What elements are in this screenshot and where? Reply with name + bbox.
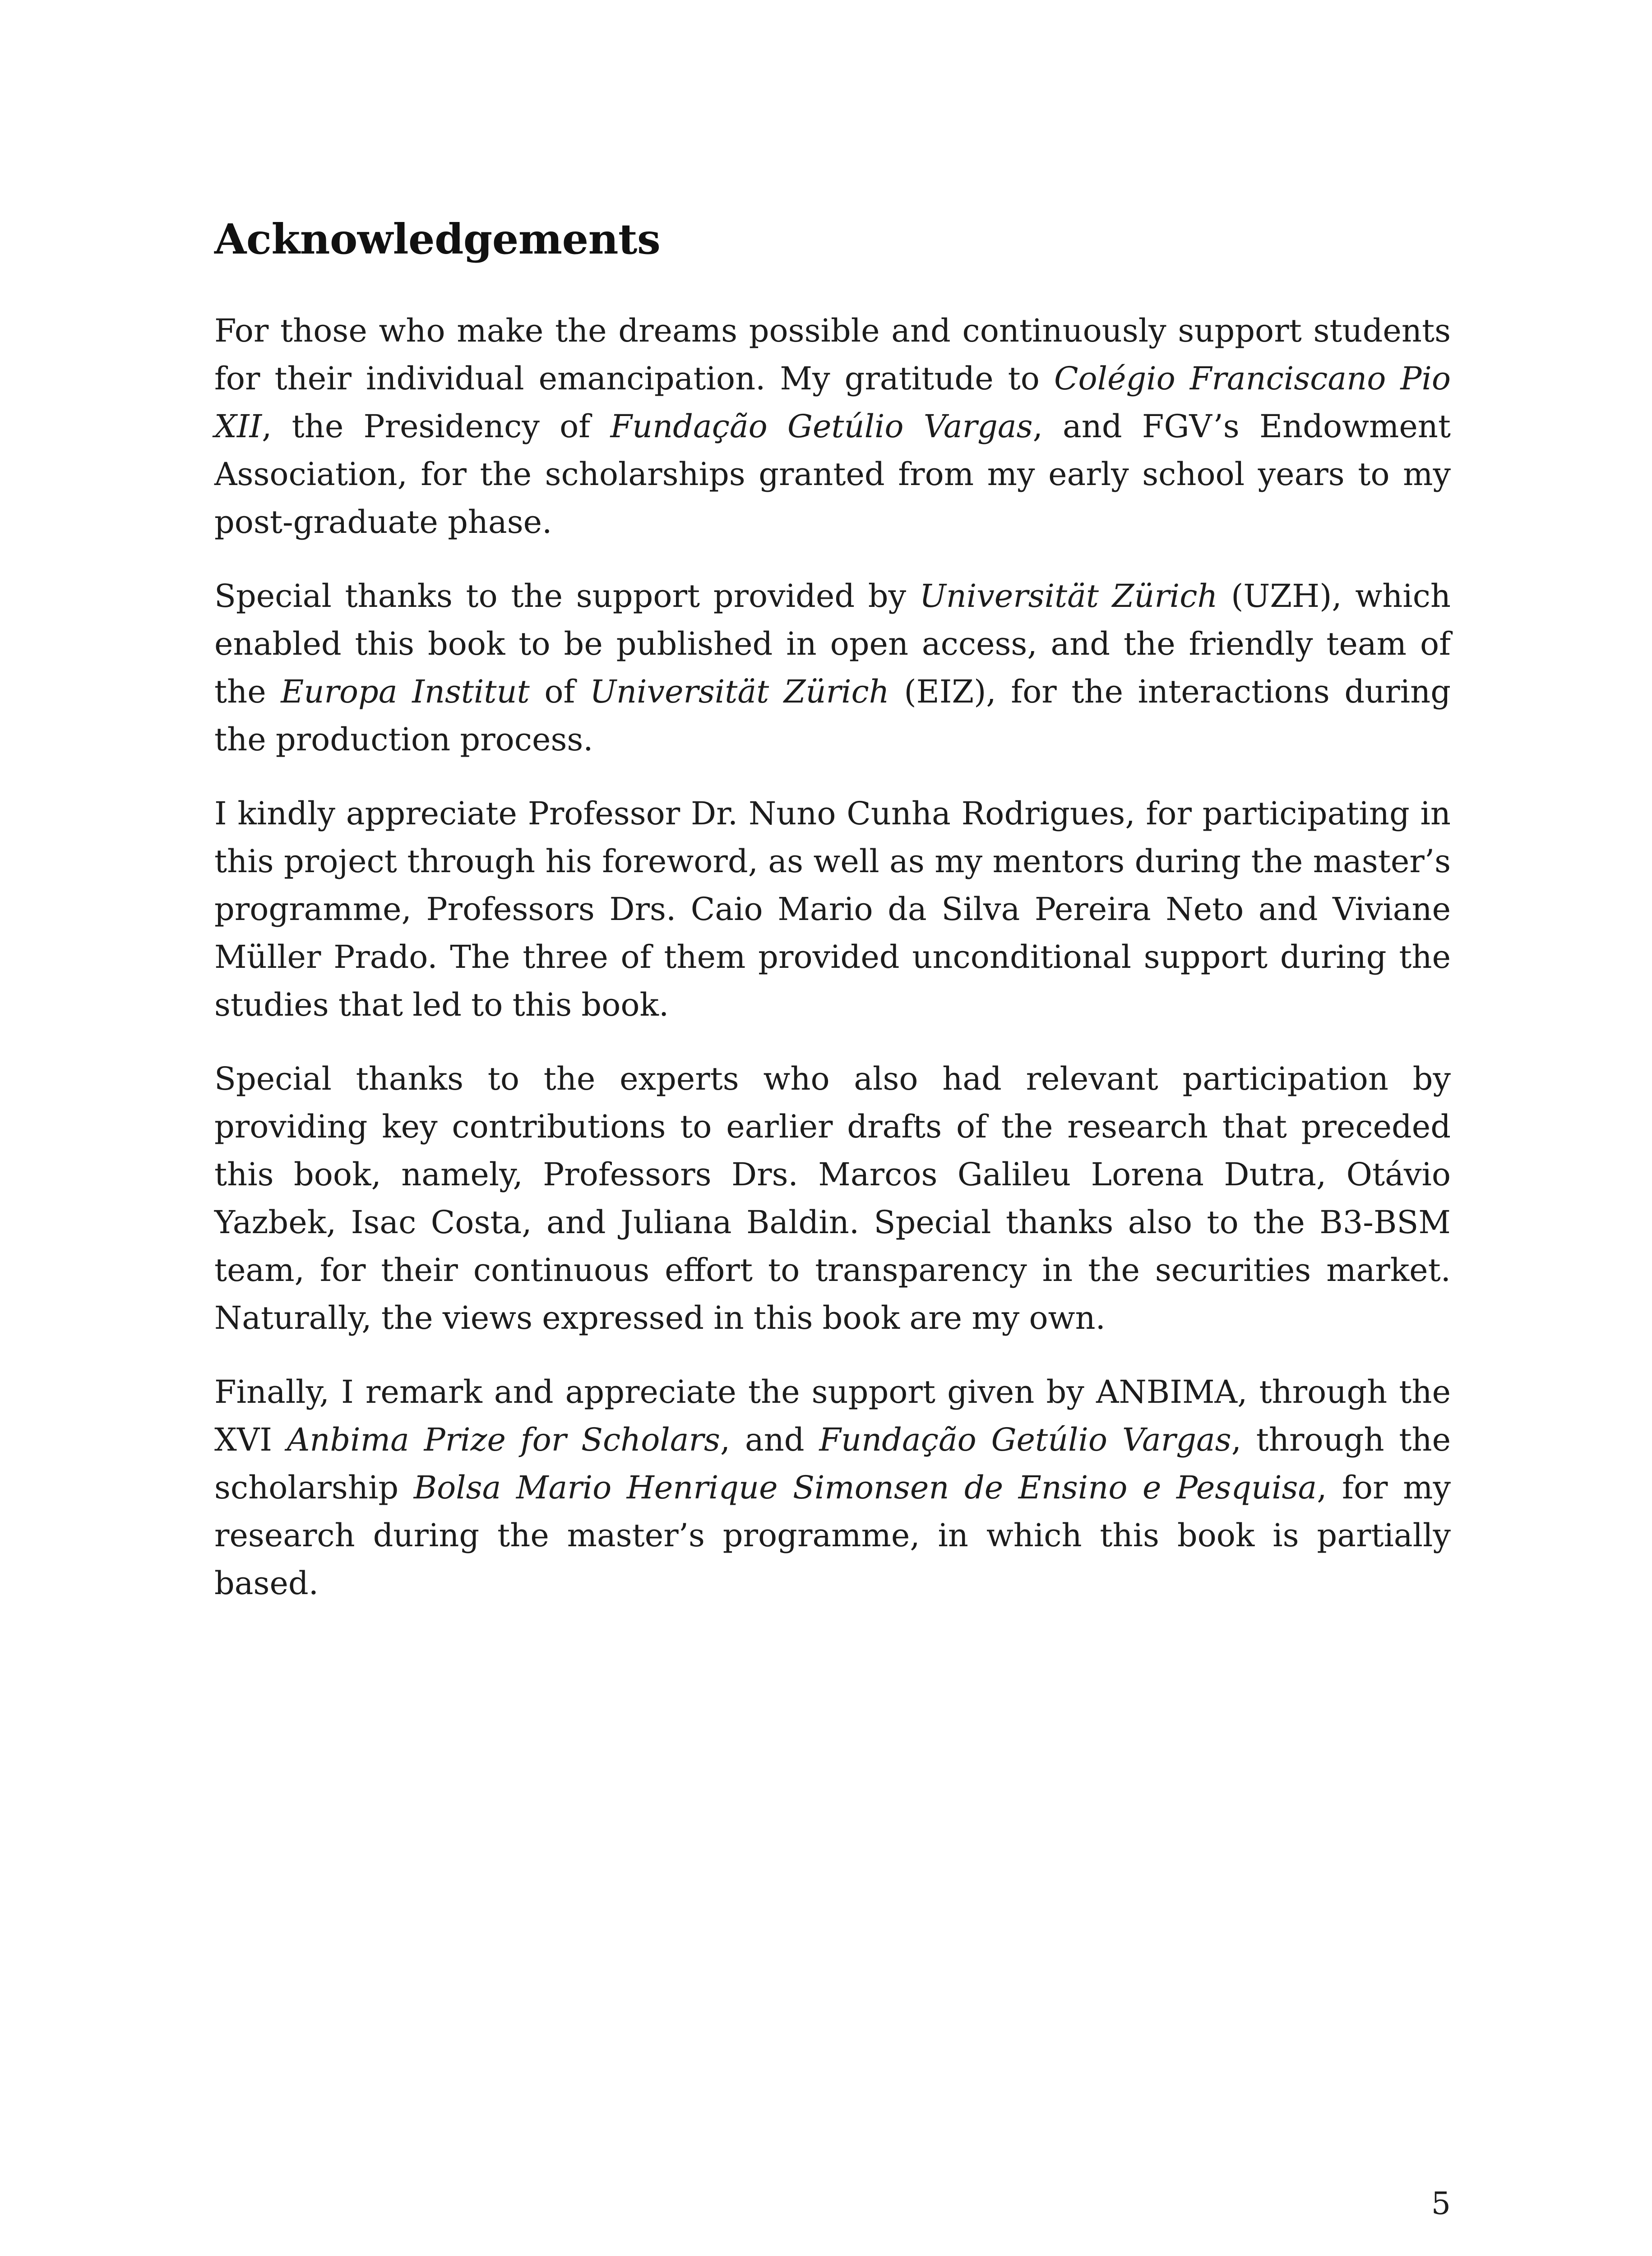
paragraph-anbima-fgv xyxy=(214,1368,1451,1607)
text-run: For those who make the dreams possible and continuously support students for their individual emancipation. My gratitude to xyxy=(214,312,1451,397)
text-run: of xyxy=(529,673,590,710)
italic-text-run: Fundação Getúlio Vargas xyxy=(610,408,1033,445)
text-run: , the Presidency of xyxy=(262,408,611,445)
page-title: Acknowledgements xyxy=(214,215,661,264)
text-run: , and FGV’s Endowment Association, for the scholarships granted from my early school years to my post-graduate phase. xyxy=(214,408,1451,541)
italic-text-run: Fundação Getúlio Vargas xyxy=(819,1421,1231,1458)
text-run: I kindly appreciate Professor Dr. Nuno Cunha Rodrigues, for participating in this project through his foreword, as well as my mentors during the master’s programme, Professors Drs. Caio Mario da Silva Pereira Neto and Viviane Müller Prado. The three of them provided unconditional support during the studies that led to this book. xyxy=(214,795,1451,1023)
text-run: Finally, I remark and appreciate the support given by ANBIMA, through the XVI xyxy=(214,1373,1451,1458)
text-run: , through the scholarship xyxy=(214,1421,1451,1506)
paragraph-experts xyxy=(214,1055,1451,1342)
text-run: , for my research during the master’s programme, in which this book is partially based. xyxy=(214,1469,1451,1602)
paragraph-mentors xyxy=(214,790,1451,1029)
italic-text-run: Anbima Prize for Scholars xyxy=(287,1421,720,1458)
italic-text-run: Colégio Franciscano Pio XII xyxy=(214,360,1451,445)
text-run: Special thanks to the support provided by xyxy=(214,578,920,615)
paragraph-uzh-support xyxy=(214,572,1451,763)
text-run: Special thanks to the experts who also had relevant participation by providing key contributions to earlier drafts of the research that preceded this book, namely, Professors Drs. Marcos Galileu Lorena Dutra, Otávio Yazbek, Isac Costa, and Juliana Baldin. Special thanks also to the B3-BSM team, for their continuous effort to transparency in the securities market. Naturally, the views expressed in this book are my own. xyxy=(214,1060,1451,1336)
italic-text-run: Bolsa Mario Henrique Simonsen de Ensino e Pesquisa xyxy=(413,1469,1317,1506)
text-run: (EIZ), for the interactions during the production process. xyxy=(214,673,1451,758)
paragraph-scholarships xyxy=(214,307,1451,546)
text-run: , and xyxy=(720,1421,819,1458)
page-number: 5 xyxy=(1431,2186,1451,2222)
page-content xyxy=(214,212,1451,1633)
italic-text-run: Universität Zürich xyxy=(919,578,1218,615)
italic-text-run: Europa Institut xyxy=(281,673,530,710)
text-run: (UZH), which enabled this book to be published in open access, and the friendly team of the xyxy=(214,578,1451,710)
italic-text-run: Universität Zürich xyxy=(590,673,889,710)
